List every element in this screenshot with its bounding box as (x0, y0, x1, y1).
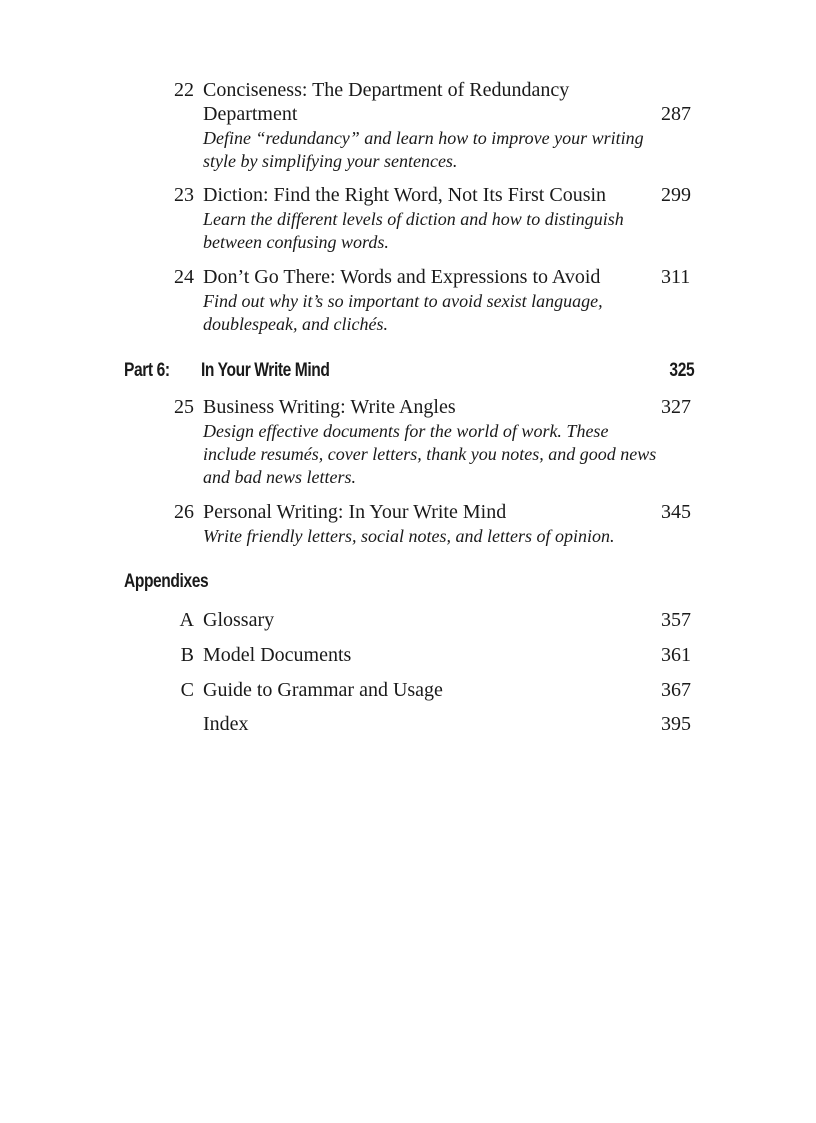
part-label: Part 6: (124, 360, 170, 381)
chapter-number: 24 (174, 266, 194, 288)
chapter-page-number: 311 (661, 266, 691, 288)
appendix-title: Model Documents (203, 644, 352, 666)
chapter-page-number: 345 (661, 501, 691, 523)
appendix-title: Index (203, 713, 249, 735)
part-page-number: 325 (669, 360, 694, 381)
appendix-page-number: 367 (661, 679, 691, 701)
appendix-row-b (160, 643, 700, 669)
appendix-page-number: 357 (661, 609, 691, 631)
appendixes-heading: Appendixes (124, 571, 209, 592)
chapter-title: Diction: Find the Right Word, Not Its First Cousin (203, 184, 607, 206)
appendix-letter: A (179, 609, 194, 631)
appendix-page-number: 395 (661, 713, 691, 735)
chapter-page-number: 287 (661, 103, 691, 125)
chapter-description: Learn the different levels of diction and how to distinguish between confusing words. (203, 209, 624, 252)
chapter-title: Don’t Go There: Words and Expressions to Avoid (203, 266, 601, 288)
appendix-title: Glossary (203, 609, 275, 631)
chapter-number: 22 (174, 79, 194, 101)
chapter-description: Define “redundancy” and learn how to improve your writing style by simplifying your sentences. (203, 128, 644, 171)
chapter-description: Write friendly letters, social notes, and letters of opinion. (203, 526, 615, 546)
chapter-description: Design effective documents for the world of work. These include resumés, cover letters, thank you notes, and good news and bad news letters. (203, 421, 657, 487)
chapter-title: Business Writing: Write Angles (203, 396, 456, 418)
part-title: In Your Write Mind (201, 360, 330, 381)
chapter-description: Find out why it’s so important to avoid sexist language, doublespeak, and clichés. (203, 291, 603, 334)
appendix-title: Guide to Grammar and Usage (203, 679, 443, 701)
chapter-number: 23 (174, 184, 194, 206)
appendix-letter: B (180, 644, 194, 666)
appendix-letter: C (180, 679, 194, 701)
chapter-number: 25 (174, 396, 194, 418)
appendix-row-c (160, 678, 700, 704)
appendix-row-index (160, 712, 700, 738)
chapter-page-number: 327 (661, 396, 691, 418)
chapter-page-number: 299 (661, 184, 691, 206)
chapter-title: Conciseness: The Department of Redundancy Department (203, 79, 570, 125)
part-heading (124, 360, 696, 386)
chapter-number: 26 (174, 501, 194, 523)
appendix-page-number: 361 (661, 644, 691, 666)
appendix-row-a (160, 608, 700, 634)
chapter-title: Personal Writing: In Your Write Mind (203, 501, 507, 523)
